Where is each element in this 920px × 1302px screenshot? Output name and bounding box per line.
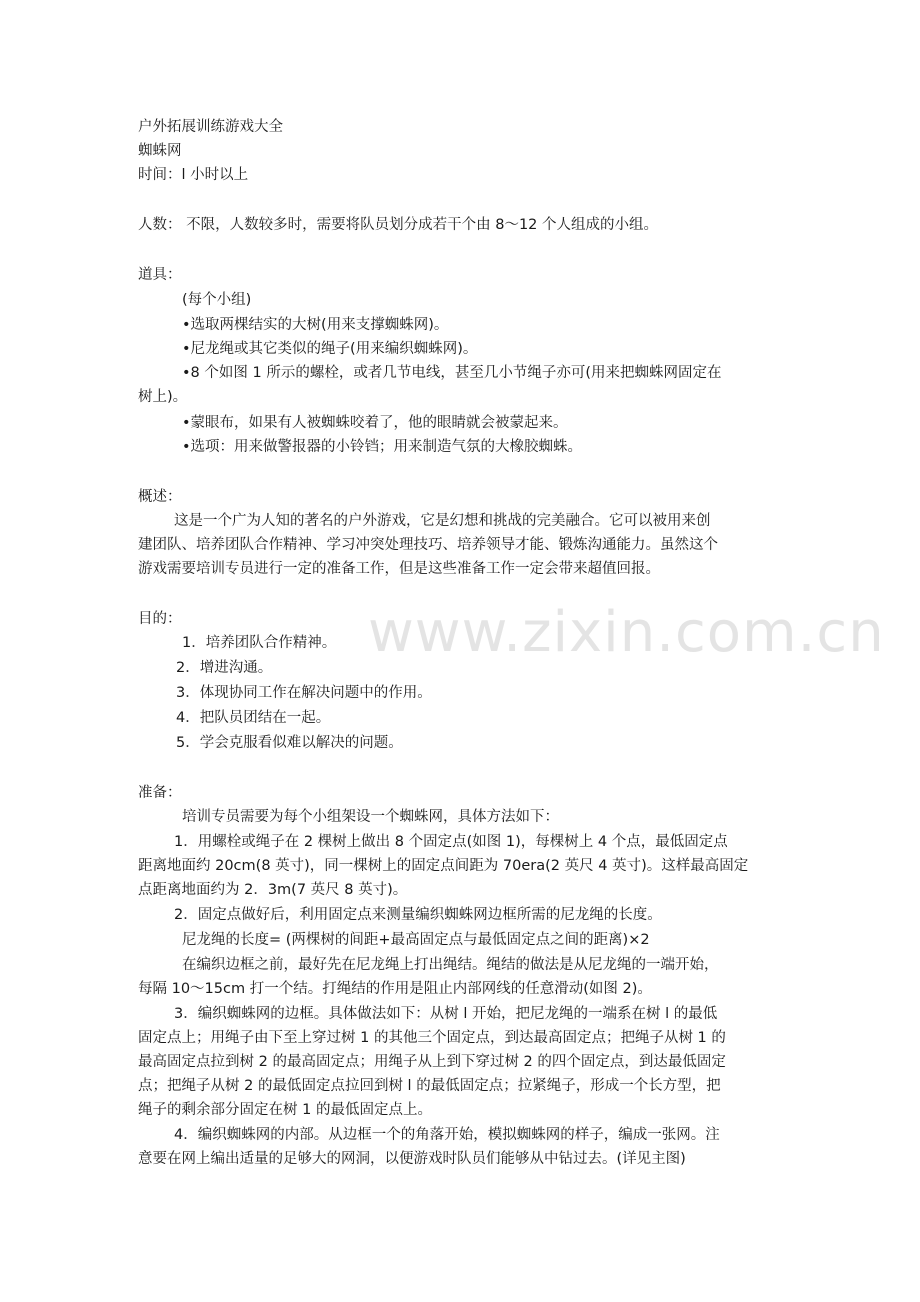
preparation-line: 1．用螺栓或绳子在 2 棵树上做出 8 个固定点(如图 1)，每棵树上 4 个点，最低固定点 <box>174 834 728 850</box>
preparation-line: 距离地面约 20cm(8 英寸)，同一棵树上的固定点间距为 70era(2 英尺 4 英寸)。这样最高固定 <box>138 858 749 874</box>
overview-line: 这是一个广为人知的著名的户外游戏，它是幻想和挑战的完美融合。它可以被用来创 <box>174 513 711 529</box>
overview-line: 游戏需要培训专员进行一定的准备工作，但是这些准备工作一定会带来超值回报。 <box>138 561 660 577</box>
formula-line: 尼龙绳的长度= (两棵树的间距+最高固定点与最低固定点之间的距离)×2 <box>182 932 650 948</box>
preparation-line: 意要在网上编出适量的足够大的网洞，以便游戏时队员们能够从中钻过去。(详见主图) <box>138 1151 686 1167</box>
purpose-item: 2．增进沟通。 <box>176 660 273 676</box>
purpose-item: 3．体现协同工作在解决问题中的作用。 <box>176 685 432 701</box>
props-item: •尼龙绳或其它类似的绳子(用来编织蜘蛛网)。 <box>182 341 478 357</box>
purpose-heading: 目的： <box>138 611 182 627</box>
props-heading: 道具： <box>138 267 182 283</box>
preparation-line: 最高固定点拉到树 2 的最高固定点；用绳子从上到下穿过树 2 的四个固定点，到达最低固定 <box>138 1054 726 1070</box>
props-item: •选取两棵结实的大树(用来支撑蜘蛛网)。 <box>182 317 449 333</box>
overview-heading: 概述： <box>138 489 182 505</box>
preparation-line: 绳子的剩余部分固定在树 1 的最低固定点上。 <box>138 1102 432 1118</box>
purpose-item: 5．学会克服看似难以解决的问题。 <box>176 735 403 751</box>
document-title: 户外拓展训练游戏大全 <box>138 119 283 135</box>
props-group-note: (每个小组) <box>182 292 252 308</box>
preparation-line: 4．编织蜘蛛网的内部。从边框一个的角落开始，模拟蜘蛛网的样子，编成一张网。注 <box>174 1127 720 1143</box>
overview-line: 建团队、培养团队合作精神、学习冲突处理技巧、培养领导才能、锻炼沟通能力。虽然这个 <box>138 537 718 553</box>
preparation-line: 每隔 10～15cm 打一个结。打绳结的作用是阻止内部网线的任意滑动(如图 2)。 <box>138 981 652 997</box>
watermark: www.zixin.com.cn <box>368 600 885 665</box>
preparation-line: 2．固定点做好后，利用固定点来测量编织蜘蛛网边框所需的尼龙绳的长度。 <box>174 907 662 923</box>
props-item: •蒙眼布，如果有人被蜘蛛咬着了，他的眼睛就会被蒙起来。 <box>182 415 568 431</box>
preparation-line: 点；把绳子从树 2 的最低固定点拉回到树 l 的最低固定点；拉紧绳子，形成一个长方型，把 <box>138 1078 721 1094</box>
preparation-line: 在编织边框之前，最好先在尼龙绳上打出绳结。绳结的做法是从尼龙绳的一端开始， <box>182 957 719 973</box>
preparation-line: 固定点上；用绳子由下至上穿过树 1 的其他三个固定点，到达最高固定点；把绳子从树 1 的 <box>138 1030 726 1046</box>
game-name: 蜘蛛网 <box>138 143 182 159</box>
preparation-line: 点距离地面约为 2．3m(7 英尺 8 英寸)。 <box>138 882 408 898</box>
props-item: •选项：用来做警报器的小铃铛；用来制造气氛的大橡胶蜘蛛。 <box>182 439 583 455</box>
people-info: 人数： 不限，人数较多时，需要将队员划分成若干个由 8～12 个人组成的小组。 <box>138 217 659 233</box>
preparation-heading: 准备： <box>138 785 182 801</box>
props-item-continued: 树上)。 <box>138 389 188 405</box>
time-info: 时间：l 小时以上 <box>138 167 249 183</box>
purpose-item: 4．把队员团结在一起。 <box>176 710 331 726</box>
props-item: •8 个如图 1 所示的螺栓，或者几节电线，甚至几小节绳子亦可(用来把蜘蛛网固定在 <box>182 365 722 381</box>
purpose-item: 1．培养团队合作精神。 <box>182 635 337 651</box>
preparation-line: 3．编织蜘蛛网的边框。具体做法如下：从树 l 开始，把尼龙绳的一端系在树 l 的最低 <box>174 1006 718 1022</box>
preparation-line: 培训专员需要为每个小组架设一个蜘蛛网，具体方法如下： <box>182 809 559 825</box>
